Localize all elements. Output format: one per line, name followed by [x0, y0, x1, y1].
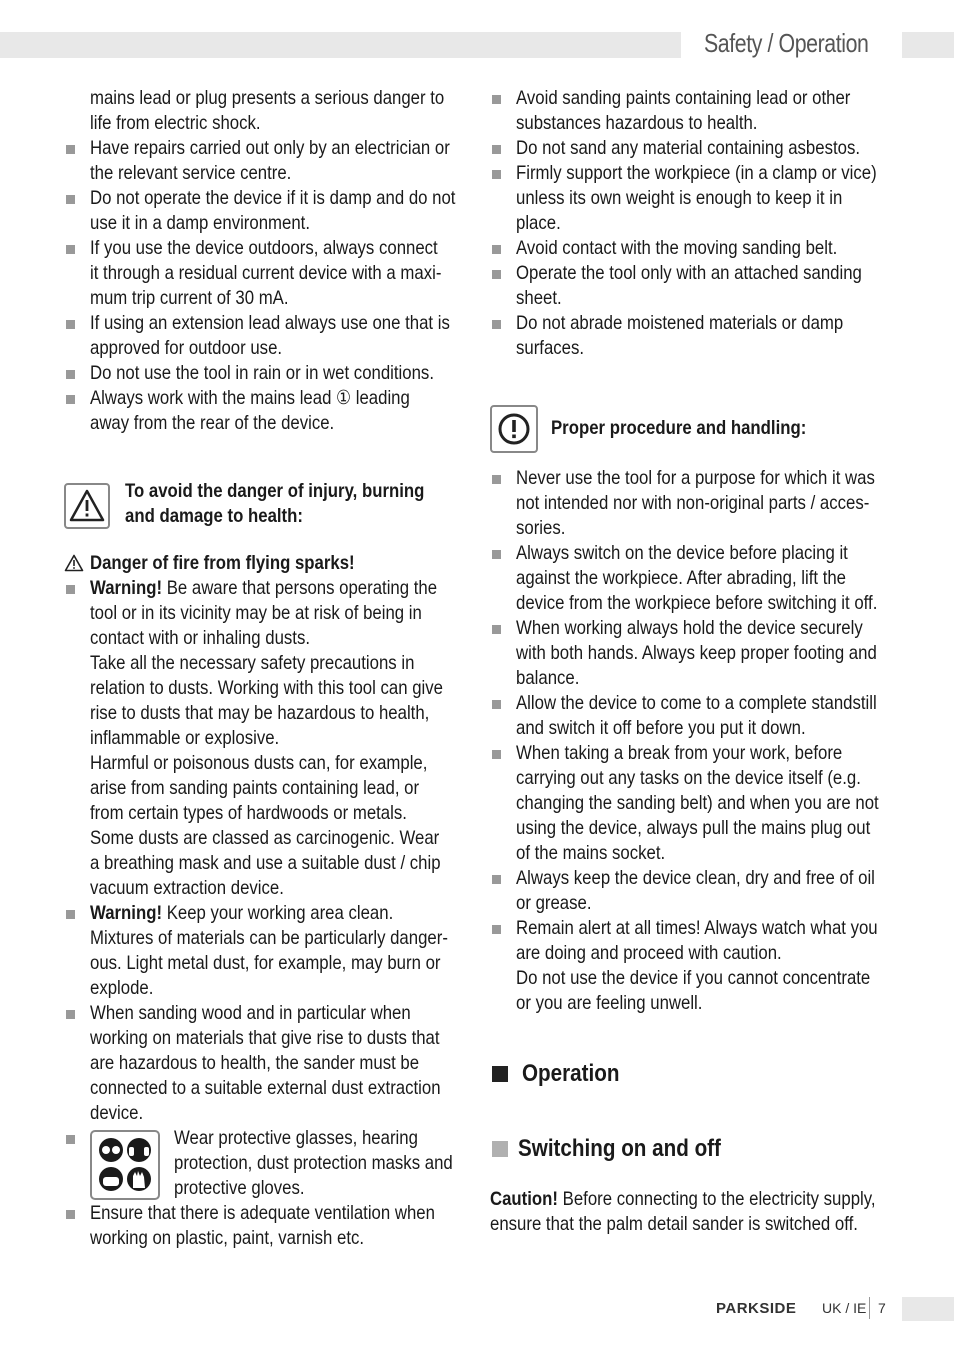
list-item	[64, 1201, 464, 1251]
text-line: rise to dusts that may be hazardous to health,	[90, 702, 430, 724]
list-item	[490, 916, 890, 1016]
protective-equipment-icon	[90, 1130, 160, 1200]
text-line: ous. Light metal dust, for example, may burn or	[90, 952, 441, 974]
text-line: Have repairs carried out only by an electrician or	[90, 137, 450, 159]
bullet-icon	[66, 1010, 75, 1019]
procedure-box	[490, 404, 890, 454]
bullet-icon	[66, 585, 75, 594]
text-line: the relevant service centre.	[90, 162, 292, 184]
text-line: sheet.	[516, 287, 562, 309]
section-title: Switching on and off	[518, 1135, 721, 1162]
text-line: explode.	[90, 977, 154, 999]
text-line: away from the rear of the device.	[90, 412, 335, 434]
text-line: using the device, always pull the mains plug out	[516, 817, 871, 839]
warning-triangle-icon	[64, 483, 110, 529]
ppe-text	[174, 1126, 498, 1201]
text-line: Firmly support the workpiece (in a clamp or vice)	[516, 162, 877, 184]
bullet-icon	[492, 170, 501, 179]
text-line: against the workpiece. After abrading, lift the	[516, 567, 847, 589]
list-item	[490, 236, 890, 261]
list-item	[490, 866, 890, 916]
text-line: relation to dusts. Working with this tool can give	[90, 677, 443, 699]
text-line: or grease.	[516, 892, 592, 914]
text-line: carrying out any tasks on the device itself (e.g.	[516, 767, 861, 789]
text-line: changing the sanding belt) and when you are not	[516, 792, 879, 814]
list-item	[490, 691, 890, 741]
text-line: Be aware that persons operating the	[162, 577, 438, 599]
text-line: connected to a suitable external dust extraction	[90, 1077, 441, 1099]
list-item	[64, 236, 464, 311]
text-line: contact with or inhaling dusts.	[90, 627, 310, 649]
text-line: Do not operate the device if it is damp and do not	[90, 187, 456, 209]
text-line: Do not use the device if you cannot concentrate	[516, 967, 871, 989]
text-line: device from the workpiece before switching it off.	[516, 592, 878, 614]
text-line: are doing and proceed with caution.	[516, 942, 782, 964]
list-item	[490, 741, 890, 866]
section-square-icon	[492, 1066, 508, 1082]
text-line: Some dusts are classed as carcinogenic. Wear	[90, 827, 440, 849]
page-title: Safety / Operation	[704, 28, 869, 58]
bullet-icon	[66, 370, 75, 379]
list-item	[64, 361, 464, 386]
text-line: arise from sanding paints containing lead, or	[90, 777, 420, 799]
text-line: substances hazardous to health.	[516, 112, 758, 134]
text-line: and damage to health:	[125, 505, 303, 527]
list-item	[64, 311, 464, 361]
bullet-icon	[66, 910, 75, 919]
text-line: Avoid contact with the moving sanding belt.	[516, 237, 838, 259]
list-item	[64, 1126, 464, 1201]
text-line: Always switch on the device before placing it	[516, 542, 848, 564]
list-item	[64, 1001, 464, 1126]
list-item	[64, 576, 464, 901]
text-line: place.	[516, 212, 561, 234]
text-line: tool or in its vicinity may be at risk of being in	[90, 602, 422, 624]
text-line: Never use the tool for a purpose for which it was	[516, 467, 875, 489]
text-line: inflammable or explosive.	[90, 727, 280, 749]
text-line: device.	[90, 1102, 144, 1124]
text-line: Take all the necessary safety precautions in	[90, 652, 415, 674]
warning-heading	[125, 479, 473, 529]
warning-box	[64, 479, 464, 539]
bullet-icon	[66, 145, 75, 154]
bullet-icon	[492, 475, 501, 484]
exclamation-icon	[490, 405, 538, 453]
left-column	[64, 86, 464, 1251]
bullet-icon	[66, 395, 75, 404]
text-line: Before connecting to the electricity supply,	[558, 1188, 876, 1210]
text-line: and switch it off before you put it down.	[516, 717, 806, 739]
bullet-icon	[66, 1210, 75, 1219]
text-line: ensure that the palm detail sander is switched off.	[490, 1213, 858, 1235]
text-line: approved for outdoor use.	[90, 337, 283, 359]
text-line: Proper procedure and handling:	[551, 417, 807, 439]
text-line: are hazardous to health, the sander must be	[90, 1052, 420, 1074]
list-item	[64, 136, 464, 186]
text-line: or you are feeling unwell.	[516, 992, 703, 1014]
procedure-heading	[551, 416, 848, 441]
bullet-icon	[492, 145, 501, 154]
bullet-icon	[492, 550, 501, 559]
brand-logo: PARKSIDE	[716, 1300, 797, 1317]
header-bar	[0, 32, 681, 58]
text-line: Danger of fire from flying sparks!	[90, 552, 355, 574]
text-line: Always work with the mains lead ① leading	[90, 387, 410, 409]
text-line: life from electric shock.	[90, 112, 261, 134]
fire-heading	[64, 551, 464, 576]
text-line: Operate the tool only with an attached sanding	[516, 262, 862, 284]
text-line: of the mains socket.	[516, 842, 666, 864]
list-item	[490, 161, 890, 236]
text-line: unless its own weight is enough to keep it in	[516, 187, 843, 209]
text-line: Harmful or poisonous dusts can, for example,	[90, 752, 428, 774]
text-line: When taking a break from your work, before	[516, 742, 843, 764]
bullet-icon	[66, 245, 75, 254]
list-item	[490, 616, 890, 691]
section-heading-switching	[490, 1136, 890, 1161]
list-item	[64, 186, 464, 236]
text-line: Avoid sanding paints containing lead or other	[516, 87, 851, 109]
list-item	[490, 541, 890, 616]
footer-bar	[902, 1297, 954, 1321]
text-line: When sanding wood and in particular when	[90, 1002, 411, 1024]
text-line: surfaces.	[516, 337, 585, 359]
text-line: working on materials that give rise to dusts that	[90, 1027, 440, 1049]
header-bar-right	[902, 32, 954, 58]
text-line: a breathing mask and use a suitable dust / chip	[90, 852, 441, 874]
list-item	[490, 136, 890, 161]
text-line: Do not sand any material containing asbestos.	[516, 137, 860, 159]
section-square-icon	[492, 1141, 508, 1157]
list-item	[490, 86, 890, 136]
text-line: Keep your working area clean.	[162, 902, 394, 924]
text-line: Do not abrade moistened materials or damp	[516, 312, 844, 334]
bullet-icon	[492, 750, 501, 759]
text-line: vacuum extraction device.	[90, 877, 284, 899]
text-line: with both hands. Always keep proper footing and	[516, 642, 877, 664]
page-number: 7	[878, 1300, 886, 1316]
text-line: sories.	[516, 517, 566, 539]
bullet-icon	[492, 875, 501, 884]
text-line: If you use the device outdoors, always connect	[90, 237, 438, 259]
list-item	[490, 311, 890, 361]
text-line: mum trip current of 30 mA.	[90, 287, 289, 309]
text-line: it through a residual current device with a maxi-	[90, 262, 442, 284]
text-line: from certain types of hardwoods or metals.	[90, 802, 407, 824]
intro-text	[64, 86, 464, 136]
text-line: protection, dust protection masks and	[174, 1152, 453, 1174]
bullet-icon	[492, 625, 501, 634]
text-line: protective gloves.	[174, 1177, 305, 1199]
list-item	[64, 386, 464, 436]
text-line: Do not use the tool in rain or in wet conditions.	[90, 362, 434, 384]
bullet-icon	[492, 95, 501, 104]
text-line: Mixtures of materials can be particularly danger-	[90, 927, 448, 949]
bullet-icon	[66, 1135, 75, 1144]
caution-paragraph	[490, 1187, 890, 1237]
list-item	[64, 901, 464, 1001]
bullet-icon	[66, 195, 75, 204]
caution-label: Caution!	[490, 1188, 559, 1210]
bullet-icon	[492, 270, 501, 279]
bullet-icon	[492, 925, 501, 934]
text-line: Allow the device to come to a complete standstill	[516, 692, 877, 714]
text-line: Wear protective glasses, hearing	[174, 1127, 418, 1149]
footer-divider	[869, 1297, 870, 1319]
list-item	[490, 261, 890, 311]
locale-label: UK / IE	[822, 1300, 867, 1316]
warning-label: Warning!	[90, 577, 163, 599]
section-title: Operation	[522, 1060, 620, 1087]
right-column	[490, 86, 890, 1237]
list-item	[490, 466, 890, 541]
text-line: mains lead or plug presents a serious danger to	[90, 87, 445, 109]
bullet-icon	[492, 245, 501, 254]
bullet-icon	[492, 700, 501, 709]
text-line: When working always hold the device securely	[516, 617, 863, 639]
text-line: use it in a damp environment.	[90, 212, 310, 234]
text-line: working on plastic, paint, varnish etc.	[90, 1227, 365, 1249]
bullet-icon	[66, 320, 75, 329]
text-line: If using an extension lead always use one that is	[90, 312, 450, 334]
text-line: To avoid the danger of injury, burning	[125, 480, 425, 502]
text-line: Remain alert at all times! Always watch what you	[516, 917, 878, 939]
text-line: not intended nor with non-original parts / acces-	[516, 492, 870, 514]
text-line: Always keep the device clean, dry and free of oil	[516, 867, 875, 889]
bullet-icon	[492, 320, 501, 329]
text-line: balance.	[516, 667, 580, 689]
warning-label: Warning!	[90, 902, 163, 924]
section-heading-operation	[490, 1061, 890, 1086]
text-line: Ensure that there is adequate ventilation when	[90, 1202, 435, 1224]
